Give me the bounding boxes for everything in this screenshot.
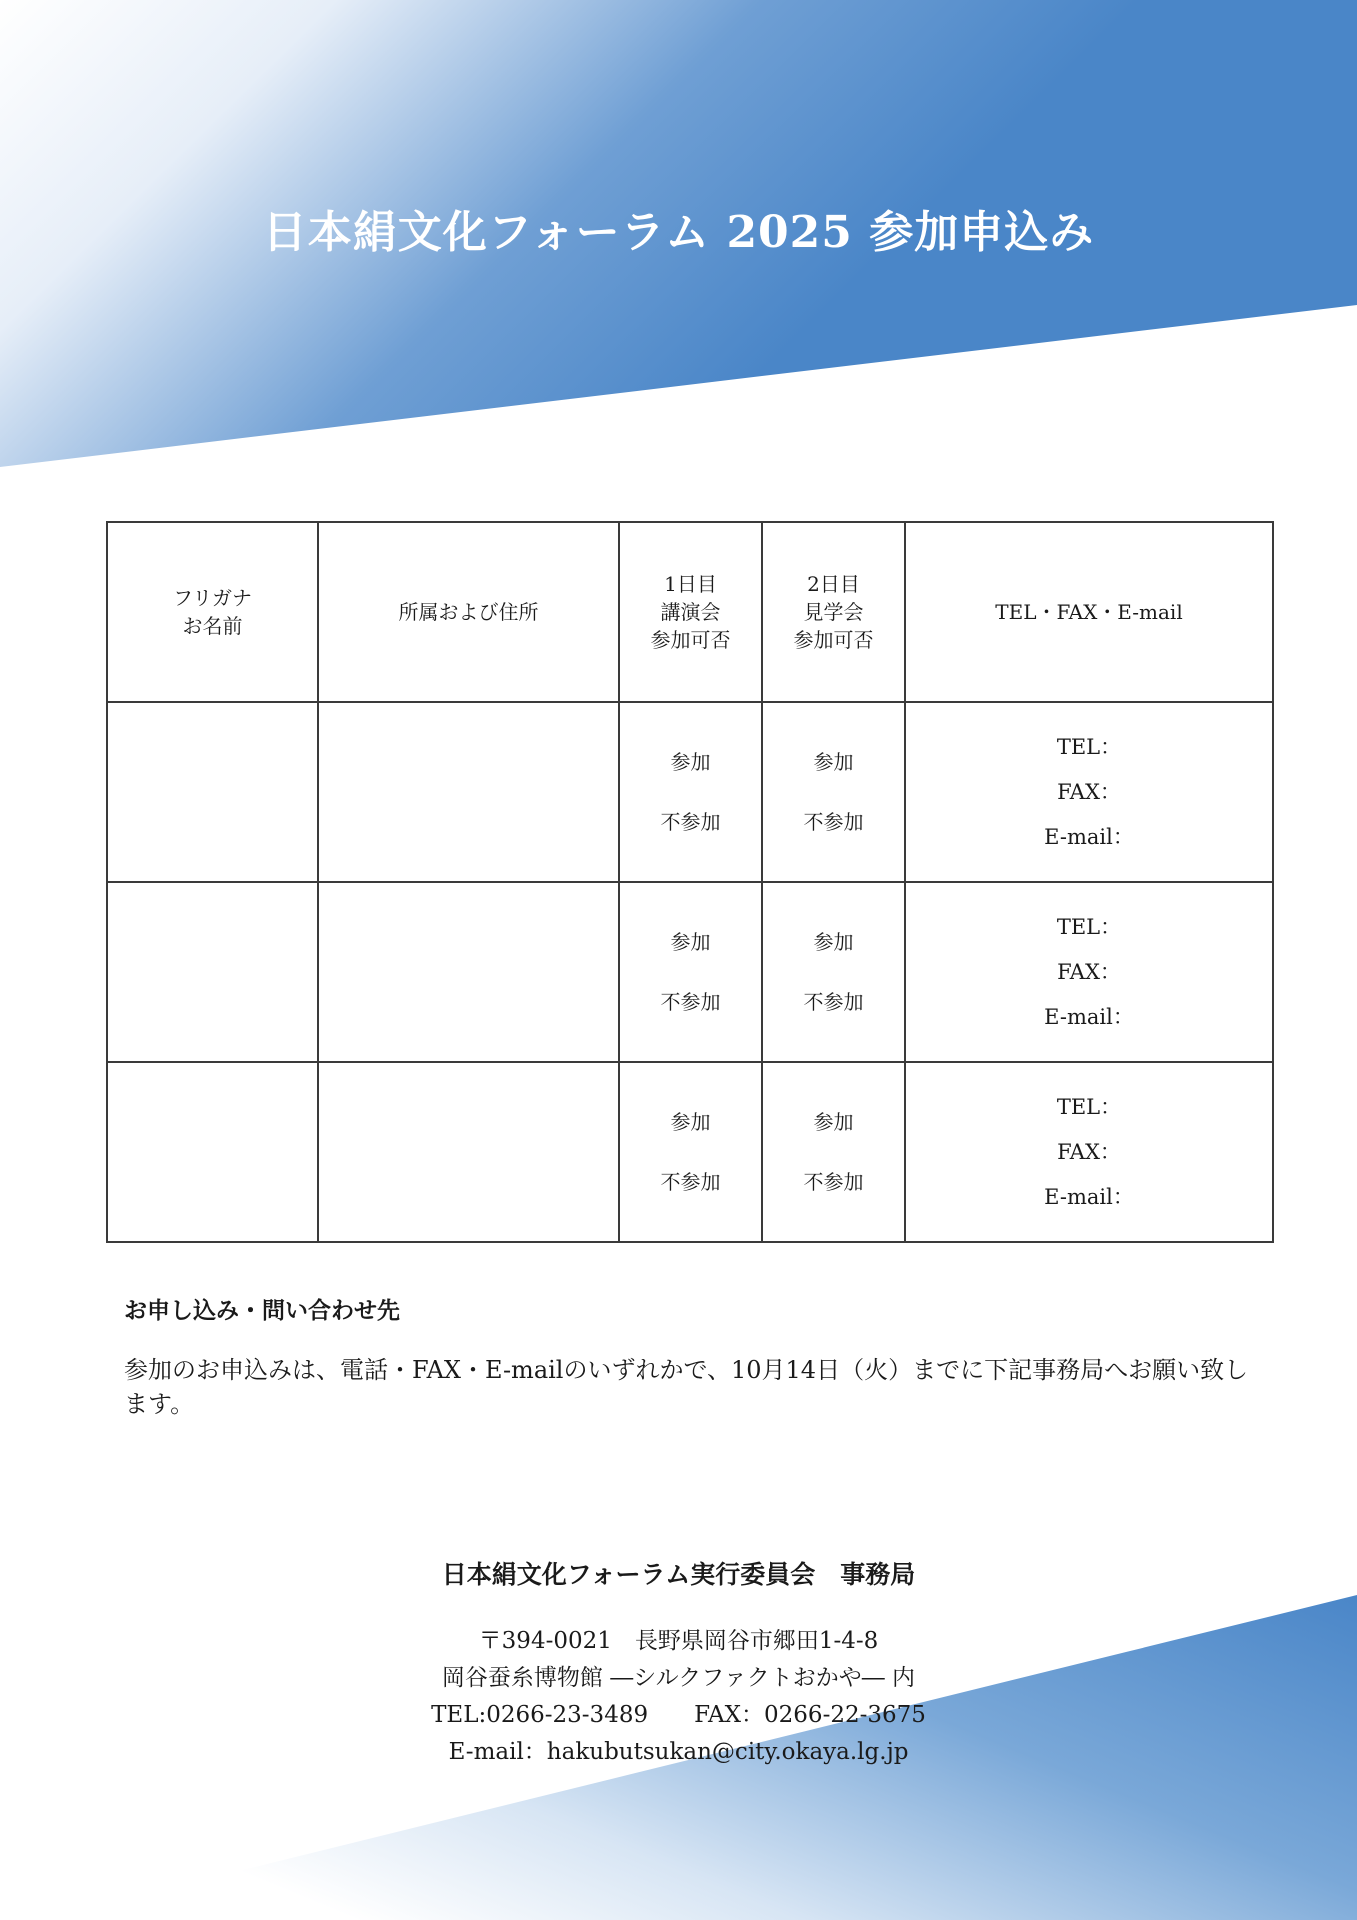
attend-option[interactable]: 参加 <box>813 930 854 954</box>
day1-attendance-cell <box>619 1062 762 1242</box>
affiliation-cell[interactable] <box>318 702 619 882</box>
header-day2 <box>762 522 905 702</box>
organizer-email[interactable]: E-mail：hakubutsukan@city.okaya.lg.jp <box>448 1739 909 1765</box>
day2-attendance-cell <box>762 1062 905 1242</box>
name-cell[interactable] <box>107 702 318 882</box>
table-header-row <box>107 522 1273 702</box>
header-day1 <box>619 522 762 702</box>
day2-attendance-cell <box>762 702 905 882</box>
decline-option[interactable]: 不参加 <box>803 990 864 1014</box>
contact-cell[interactable] <box>905 882 1273 1062</box>
fax-label: FAX： <box>1057 1139 1121 1164</box>
table-row <box>107 1062 1273 1242</box>
header-name-line: フリガナ <box>173 586 252 610</box>
tel-label: TEL： <box>1056 1094 1122 1119</box>
name-cell[interactable] <box>107 882 318 1062</box>
organizer-contact <box>0 1623 1357 1771</box>
contact-cell[interactable] <box>905 702 1273 882</box>
affiliation-cell[interactable] <box>318 882 619 1062</box>
attend-option[interactable]: 参加 <box>813 1110 854 1134</box>
email-label: E-mail： <box>1044 1184 1134 1209</box>
inquiry-notice: 参加のお申込みは、電話・FAX・E-mailのいずれかで、10月14日（火）までに下記事務局へお願い致します。 <box>124 1356 1249 1418</box>
header-day2-line: 参加可否 <box>793 628 874 652</box>
tel-label: TEL： <box>1056 734 1122 759</box>
tel-label: TEL： <box>1056 914 1122 939</box>
organizer-address: 〒394-0021 長野県岡谷市郷田1-4-8 <box>478 1628 879 1654</box>
email-label: E-mail： <box>1044 1004 1134 1029</box>
header-day1-line: 参加可否 <box>650 628 731 652</box>
header-day1-line: 講演会 <box>660 600 721 624</box>
name-cell[interactable] <box>107 1062 318 1242</box>
table-row <box>107 702 1273 882</box>
organizer-venue: 岡谷蚕糸博物館 ―シルクファクトおかや― 内 <box>441 1665 916 1691</box>
header-name-line: お名前 <box>182 614 243 638</box>
fax-label: FAX： <box>1057 959 1121 984</box>
header-contact <box>905 522 1273 702</box>
header-day2-line: 2日目 <box>807 572 860 596</box>
decline-option[interactable]: 不参加 <box>660 810 721 834</box>
decline-option[interactable]: 不参加 <box>660 1170 721 1194</box>
affiliation-cell[interactable] <box>318 1062 619 1242</box>
attend-option[interactable]: 参加 <box>670 930 711 954</box>
fax-label: FAX： <box>1057 779 1121 804</box>
email-label: E-mail： <box>1044 824 1134 849</box>
header-affiliation <box>318 522 619 702</box>
day1-attendance-cell <box>619 702 762 882</box>
contact-cell[interactable] <box>905 1062 1273 1242</box>
header-day2-line: 見学会 <box>803 600 864 624</box>
header-day1-line: 1日目 <box>664 572 717 596</box>
attend-option[interactable]: 参加 <box>813 750 854 774</box>
attend-option[interactable]: 参加 <box>670 1110 711 1134</box>
page-title: 日本絹文化フォーラム 2025 参加申込み <box>262 207 1095 258</box>
day2-attendance-cell <box>762 882 905 1062</box>
decline-option[interactable]: 不参加 <box>803 810 864 834</box>
attend-option[interactable]: 参加 <box>670 750 711 774</box>
day1-attendance-cell <box>619 882 762 1062</box>
registration-table <box>106 521 1274 1243</box>
decline-option[interactable]: 不参加 <box>660 990 721 1014</box>
header-name <box>107 522 318 702</box>
organizer-tel-fax: TEL:0266-23-3489 FAX：0266-22-3675 <box>431 1702 926 1728</box>
header-affiliation-label: 所属および住所 <box>398 600 539 624</box>
header-contact-label: TEL・FAX・E-mail <box>995 600 1183 624</box>
table-row <box>107 882 1273 1062</box>
organizer-name: 日本絹文化フォーラム実行委員会 事務局 <box>441 1560 916 1589</box>
decline-option[interactable]: 不参加 <box>803 1170 864 1194</box>
inquiry-heading: お申し込み・問い合わせ先 <box>124 1297 400 1324</box>
